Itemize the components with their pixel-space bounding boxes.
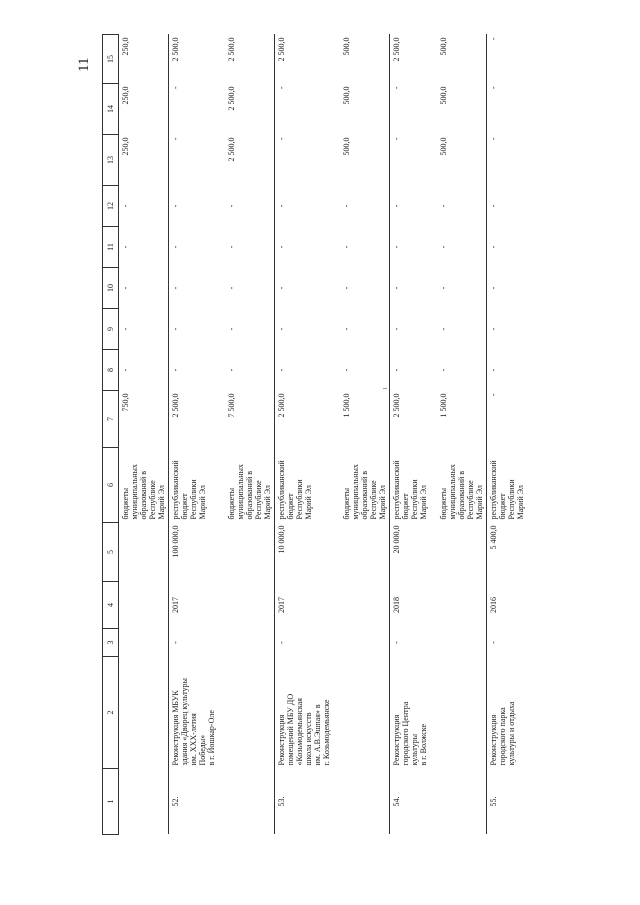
column-header-8: 8 (103, 350, 119, 391)
table-row (430, 35, 487, 835)
cell-fund: республиканский бюджет Республики Марий Эл (487, 448, 528, 523)
cell-c7: - (487, 391, 528, 448)
cell-c15: 500,0 (342, 37, 351, 56)
cell-year: 2017 (275, 582, 334, 629)
cell-fund: республиканский бюджет Республики Марий Эл (169, 448, 219, 523)
cell-c14: 2 500,0 (227, 86, 236, 111)
cell-no (119, 769, 169, 835)
cell-c12: - (121, 204, 130, 208)
cell-c14: 500,0 (342, 86, 351, 105)
cell-c12: - (227, 204, 236, 208)
cell-c12: - (439, 204, 448, 208)
cell-c9: - (275, 309, 334, 350)
cell-c10: - (390, 268, 431, 309)
table-row (119, 35, 169, 835)
cell-name (430, 657, 487, 769)
column-header-2: 2 (103, 657, 119, 769)
cell-c9: - (342, 327, 351, 331)
cell-c8: - (487, 350, 528, 391)
cell-c9: - (390, 309, 431, 350)
cell-c8: - (169, 350, 219, 391)
cell-c12: - (169, 186, 219, 227)
cell-c11: - (390, 227, 431, 268)
table-row (169, 35, 219, 835)
cell-c7: 1 500,0 (439, 393, 448, 418)
cell-c3: - (390, 629, 431, 657)
table-row (333, 35, 390, 835)
cell-c12: - (487, 186, 528, 227)
cell-c11: - (227, 245, 236, 249)
table-row (218, 35, 275, 835)
column-header-4: 4 (103, 582, 119, 629)
cell-no: 55. (487, 769, 528, 835)
cell-c14: 500,0 (439, 86, 448, 105)
column-header-7: 7 (103, 391, 119, 448)
page-number: 11 (76, 57, 92, 72)
table-row (390, 35, 431, 835)
cell-c11: - (169, 227, 219, 268)
cell-year: 2017 (169, 582, 219, 629)
cell-c12: - (342, 204, 351, 208)
cell-no (218, 769, 275, 835)
cell-c8: - (390, 350, 431, 391)
cell-c14: - (487, 84, 528, 135)
cell-name: Реконструкция помещений МБУ ДО «Козьмодемьянская школа искусств им. А.В.Эшпая» в г. Козьмодемьянске (275, 657, 334, 769)
cell-fund: республиканский бюджет Республики Марий Эл (390, 448, 431, 523)
cell-no (333, 769, 390, 835)
cell-c10: - (275, 268, 334, 309)
rotated-table-wrapper (102, 35, 525, 835)
cell-c11: - (439, 245, 448, 249)
cell-c13: - (390, 135, 431, 186)
cell-c7: 750,0 (121, 393, 130, 412)
table-row (275, 35, 334, 835)
cell-c12: - (390, 186, 431, 227)
cell-name: Реконструкция МБУК здания «Дворец культуры им. XXX-летия Победы» в г. Йошкар-Оле (169, 657, 219, 769)
cell-total: 100 000,0 (169, 523, 219, 582)
cell-c10: - (487, 268, 528, 309)
cell-c13: 500,0 (439, 137, 448, 156)
cell-c11: - (121, 245, 130, 249)
column-header-5: 5 (103, 523, 119, 582)
column-header-3: 3 (103, 629, 119, 657)
cell-name: Реконструкция городского Центра культуры в г. Волжске (390, 657, 431, 769)
cell-c3 (430, 629, 487, 657)
table-body (119, 35, 528, 835)
cell-c9: - (487, 309, 528, 350)
cell-c15: 2 500,0 (169, 35, 219, 84)
cell-c13: - (487, 135, 528, 186)
cell-no: 52. (169, 769, 219, 835)
cell-c12: - (275, 186, 334, 227)
cell-c14: - (275, 84, 334, 135)
cell-total (119, 523, 169, 582)
cell-c15: 2 500,0 (390, 35, 431, 84)
cell-c13: 250,0 (121, 137, 130, 156)
cell-c11: - (342, 245, 351, 249)
cell-c9: - (121, 327, 130, 331)
cell-c11: - (275, 227, 334, 268)
cell-c8: - (342, 368, 351, 372)
cell-fund: бюджеты муниципальных образований в Республике Марий Эл (227, 464, 272, 520)
column-header-10: 10 (103, 268, 119, 309)
cell-c3: - (169, 629, 219, 657)
cell-total (333, 523, 390, 582)
cell-c8: - (439, 368, 448, 372)
column-header-13: 13 (103, 135, 119, 186)
program-table (102, 34, 527, 835)
cell-fund: республиканский бюджет Республики Марий Эл (275, 448, 334, 523)
header-row (103, 35, 119, 835)
cell-year: 2016 (487, 582, 528, 629)
cell-c3 (119, 629, 169, 657)
cell-c7: 1 500,0 (342, 393, 351, 418)
cell-fund: бюджеты муниципальных образований в Республике Марий Эл (121, 464, 166, 520)
cell-c3: - (275, 629, 334, 657)
cell-c9: - (439, 327, 448, 331)
cell-name: Реконструкция городского парка культуры и отдыха (487, 657, 528, 769)
cell-c13: 2 500,0 (227, 137, 236, 162)
cell-c7: 2 500,0 (169, 391, 219, 448)
cell-c10: - (439, 286, 448, 290)
column-header-12: 12 (103, 186, 119, 227)
cell-c7: 2 500,0 (390, 391, 431, 448)
cell-year (430, 582, 487, 629)
cell-no: 54. (390, 769, 431, 835)
cell-fund: бюджеты муниципальных образований в Республике Марий Эл (342, 464, 387, 520)
cell-name (119, 657, 169, 769)
cell-c13: 500,0 (342, 137, 351, 156)
cell-c3: - (487, 629, 528, 657)
cell-c8: - (275, 350, 334, 391)
cell-no (430, 769, 487, 835)
column-header-1: 1 (103, 769, 119, 835)
cell-fund: бюджеты муниципальных образований в Республике Марий Эл (439, 464, 484, 520)
cell-c7: 2 500,0 (275, 391, 334, 448)
cell-total: 10 000,0 (275, 523, 334, 582)
cell-c8: - (121, 368, 130, 372)
cell-c10: - (227, 286, 236, 290)
cell-name (218, 657, 275, 769)
table-header (103, 35, 119, 835)
cell-c15: 500,0 (439, 37, 448, 56)
column-header-6: 6 (103, 448, 119, 523)
cell-year (218, 582, 275, 629)
cell-c10: - (121, 286, 130, 290)
cell-c10: - (169, 268, 219, 309)
cell-c3 (333, 629, 390, 657)
column-header-14: 14 (103, 84, 119, 135)
column-header-15: 15 (103, 35, 119, 84)
cell-c9: - (227, 327, 236, 331)
table-row (487, 35, 528, 835)
cell-c14: - (390, 84, 431, 135)
cell-c10: - (342, 286, 351, 290)
cell-total: 20 000,0 (390, 523, 431, 582)
cell-c13: - (169, 135, 219, 186)
cell-c15: 2 500,0 (275, 35, 334, 84)
cell-total (218, 523, 275, 582)
cell-c15: - (487, 35, 528, 84)
cell-c14: - (169, 84, 219, 135)
cell-c3 (218, 629, 275, 657)
cell-c11: - (487, 227, 528, 268)
cell-year (119, 582, 169, 629)
cell-c9: - (169, 309, 219, 350)
cell-c7: 7 500,0 (227, 393, 236, 418)
cell-c15: 250,0 (121, 37, 130, 56)
cell-c8: - (227, 368, 236, 372)
cell-c14: 250,0 (121, 86, 130, 105)
column-header-11: 11 (103, 227, 119, 268)
cell-year (333, 582, 390, 629)
cell-total (430, 523, 487, 582)
cell-c15: 2 500,0 (227, 37, 236, 62)
cell-c13: - (275, 135, 334, 186)
cell-no: 53. (275, 769, 334, 835)
cell-name (333, 657, 390, 769)
cell-total: 5 400,0 (487, 523, 528, 582)
column-header-9: 9 (103, 309, 119, 350)
cell-year: 2018 (390, 582, 431, 629)
